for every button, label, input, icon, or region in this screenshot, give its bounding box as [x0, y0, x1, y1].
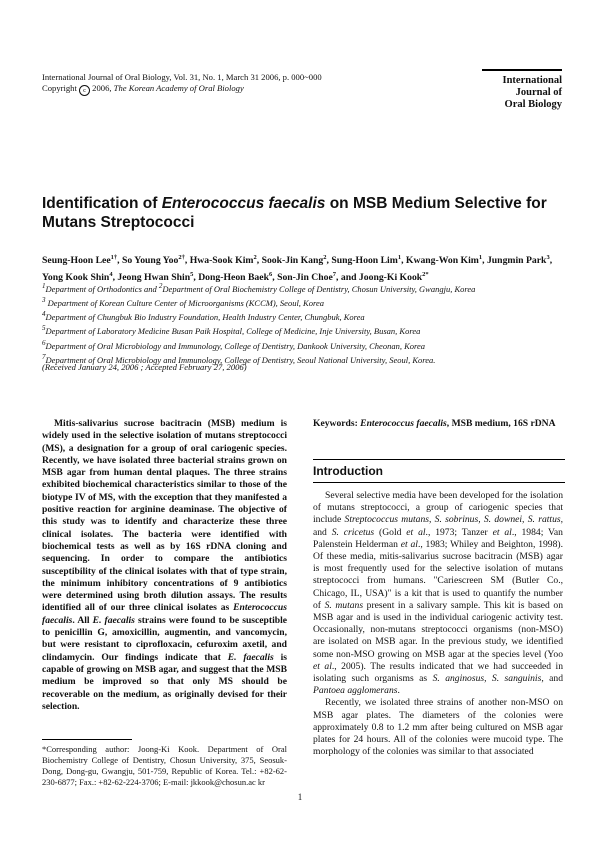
- author-affiliation-mark: 2: [253, 254, 257, 261]
- author-name: Joong-Ki Kook: [358, 272, 423, 284]
- keywords-species: Enterococcus faecalis: [360, 418, 447, 429]
- copyright-line: [42, 83, 322, 96]
- copyright-year: 2006,: [92, 83, 112, 93]
- author-affiliation-mark: 1†: [110, 254, 118, 261]
- copyright-icon: c: [79, 85, 90, 96]
- received-dates: (Received January 24, 2006 ; Accepted February 27, 2006): [42, 362, 247, 372]
- italic-term: Streptococcus mutans, S. sobrinus, S. downei, S. rattus,: [344, 514, 564, 526]
- footnote-divider: [42, 739, 132, 740]
- species-name: E. faecalis: [92, 614, 135, 626]
- author-name: Yong Kook Shin: [42, 272, 110, 284]
- author-name: Son-Jin Choe: [277, 272, 333, 284]
- italic-term: et al: [313, 660, 332, 672]
- title-species: Enterococcus faecalis: [161, 195, 326, 212]
- journal-logo-box: [482, 69, 562, 111]
- keywords-label: Keywords:: [313, 418, 361, 429]
- introduction-body: [313, 490, 563, 758]
- italic-term: S. anginosus, S. sanguinis: [432, 673, 542, 685]
- page-number: 1: [297, 792, 303, 802]
- author-affiliation-mark: 4: [109, 271, 113, 279]
- author-affiliation-mark: 6: [268, 271, 273, 279]
- author-affiliation-mark: 1: [397, 254, 402, 261]
- section-heading-introduction: Introduction: [313, 459, 565, 483]
- author-name: Jungmin Park: [486, 255, 547, 267]
- author-name: Kwang-Won Kim: [405, 255, 479, 267]
- author-affiliation-mark: 1: [478, 254, 483, 261]
- author-affiliation-mark: 5: [190, 271, 194, 279]
- author-affiliation-mark: 3: [546, 254, 550, 261]
- author-name: Sook-Jin Kang: [261, 255, 324, 267]
- species-name: Enterococcus faecalis: [42, 602, 287, 626]
- introduction-paragraph: Recently, we isolated three strains of another non-MSO on MSB agar plates. The diameters of the colonies were approximately 0.8 to 1.2 mm after being cultured on MSB agar plates for 24 hours. All of the colonies were mucoid type. The morphology of the colonies was similar to that associated: [313, 697, 563, 758]
- affiliation-line: $^5$Department of Laboratory Medicine Busan Paik Hospital, College of Medicine, Inje University, Busan, Korea: [42, 324, 421, 337]
- italic-term: et al: [492, 526, 512, 538]
- affiliation-line: $^3$ Department of Korean Culture Center of Microorganisms (KCCM), Seoul, Korea: [42, 296, 324, 308]
- author-list: Seung-Hoon Lee$^{1\dagger}$, So Young Yoo$^{2\dagger}$, Hwa-Sook Kim$^2$, Sook-Jin Kang$^2$, Sung-Hoon Lim$^1$, Kwang-Won Kim$^1$, Jungmin Park$^3$, Yong Kook Shin$^4$, Jeong Hwan Shin$^5$, Dong-Heon Baek$^6$, Son-Jin Choe$^7$, and Joong-Ki Kook$^{2*}$: [42, 254, 553, 284]
- italic-term: S. cricetus: [331, 526, 375, 538]
- paper-title: [42, 194, 562, 232]
- keywords: [313, 418, 563, 430]
- species-name: E. faecalis: [227, 651, 274, 663]
- author-affiliation-mark: 2*: [422, 271, 429, 279]
- keywords-rest: , MSB medium, 16S rDNA: [446, 418, 556, 429]
- affiliation-line: $^1$Department of Orthodontics and $^2$Department of Oral Biochemistry College of Dentistry, Chosun University, Gwangju, Korea: [42, 282, 476, 294]
- title-part-2: on MSB Medium Selective for Mutans Streptococci: [42, 195, 547, 231]
- italic-term: Pantoea agglomerans: [313, 685, 398, 697]
- italic-term: et al: [400, 538, 418, 550]
- journal-citation: [42, 72, 322, 96]
- author-name: So Young Yoo: [121, 255, 179, 267]
- copyright-prefix: Copyright: [42, 83, 77, 93]
- author-name: Seung-Hoon Lee: [42, 255, 111, 267]
- affiliation-line: $^6$Department of Oral Microbiology and Immunology, College of Dentistry, Dankook University, Cheonan, Korea: [42, 338, 426, 351]
- journal-box-line-3: Oral Biology: [504, 99, 562, 110]
- affiliation-list: [42, 281, 572, 366]
- author-affiliation-mark: 2†: [178, 254, 185, 261]
- introduction-paragraph: Several selective media have been developed for the isolation of mutans streptococci, a group of cariogenic species that include Streptococcus mutans, S. sobrinus, S. downei, S. rattus, and S. cricetus (Gold et al., 1973; Tanzer et al., 1984; Van Palenstein Helderman et al., 1983; Whiley and Beighton, 1998). Of these media, mitis-salivarius sucrose bacitracin (MSB) agar is most frequently used for the selective isolation of mutans streptococci from humans. "Cariescreen SM (Butler Co., Chicago, IL, USA)" is a kit that is used to quantify the number of S. mutans present in a salivary sample. This kit is based on MSB agar and is used in the individual cariogenic activity test. Occasionally, non-mutans streptococci organisms (non-MSO) are isolated on MSB agar. In the previous study, we identified some non-MSO growing on MSB agar at the species level (Yoo et al., 2005). The results indicated that we had succeeded in isolating such organisms as S. anginosus, S. sanguinis, and Pantoea agglomerans.: [313, 490, 564, 697]
- affiliation-line: $^4$Department of Chungbuk Bio Industry Foundation, Health Industry Center, Chungbuk, Korea: [42, 310, 365, 323]
- copyright-org: The Korean Academy of Oral Biology: [113, 83, 244, 93]
- author-name: Hwa-Sook Kim: [189, 255, 254, 267]
- journal-citation-line: International Journal of Oral Biology, Vol. 31, No. 1, March 31 2006, p. 000~000: [42, 72, 322, 82]
- abstract: Mitis-salivarius sucrose bacitracin (MSB) medium is widely used in the selective isolation of mutans streptococci (MS), a designation for a group of oral cariogenic species. Recently, we have isolated three bacterial strains grown on MSB agar from human dental plaques. The three strains exhibited biochemical characteristics similar to those of the biotype IV of MS, with the exception that they manifested a positive reaction for arginine deaminase. The objective of this study was to identify and characterize these three clinical isolates. The bacteria were identified with biochemical tests as well as by 16S rDNA cloning and sequencing. In order to compare the antibiotics susceptibility of the clinical isolates with that of type strain, the minimum inhibitory concentrations of 9 antibiotics were determined using broth dilution assays. The results identified all of our three clinical isolates as Enterococcus faecalis. All E. faecalis strains were found to be susceptible to penicillin G, amoxicillin, augmentin, and vancomycin, but were resistant to ciprofloxacin, cefuroxim axetil, and clindamycin. Our findings indicate that E. faecalis is capable of growing on MSB agar, and suggest that the MSB medium be improved so that only MS should be recoverable on the medium, as originally devised for their selection.: [42, 418, 287, 712]
- journal-box-line-2: Journal of: [515, 87, 562, 98]
- italic-term: et al: [406, 526, 426, 538]
- author-name: Sung-Hoon Lim: [331, 255, 398, 267]
- title-part-1: Identification of: [42, 195, 162, 212]
- author-name: Dong-Heon Baek: [198, 272, 269, 284]
- corresponding-author-footnote: *Corresponding author: Joong-Ki Kook. Department of Oral Biochemistry College of Dentistry, Chosun University, 375, Seosuk-Dong, Dong-gu, Gwangju, 501-759, Republic of Korea. Tel.: +82-62-230-6877; Fax.: +82-62-224-3706; E-mail: jkkook@chosun.ac kr: [42, 744, 287, 787]
- journal-box-line-1: International: [502, 75, 562, 86]
- author-name: Jeong Hwan Shin: [117, 272, 191, 284]
- author-affiliation-mark: 2: [323, 254, 327, 261]
- author-affiliation-mark: 7: [332, 271, 337, 279]
- affiliation-line: $^7$Department of Oral Microbiology and Immunology, College of Dentistry, Seoul National University, Seoul, Korea.: [42, 352, 436, 365]
- italic-term: S. mutans: [324, 599, 364, 611]
